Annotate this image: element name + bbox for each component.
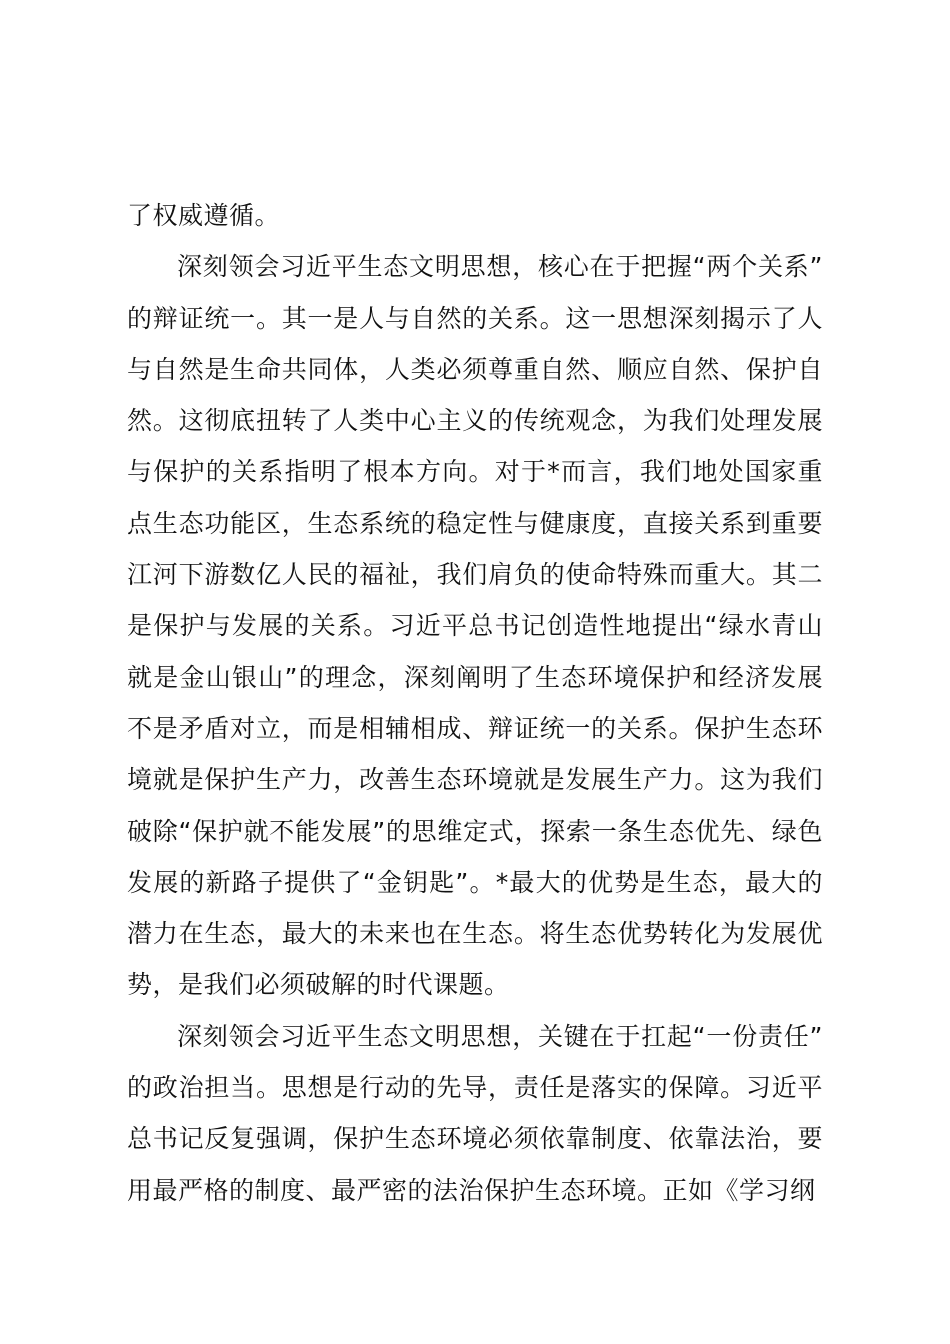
paragraph-responsibility: 深刻领会习近平生态文明思想，关键在于扛起“一份责任”的政治担当。思想是行动的先导，责任是落实的保障。习近平总书记反复强调，保护生态环境必须依靠制度、依靠法治，要用最严格的制度、最严密的法治保护生态环境。正如《学习纲 — [127, 1021, 823, 1205]
body-text — [127, 190, 823, 1216]
paragraph-continuation: 了权威遵循。 — [127, 201, 281, 230]
paragraph-two-relations: 深刻领会习近平生态文明思想，核心在于把握“两个关系”的辩证统一。其一是人与自然的关系。这一思想深刻揭示了人与自然是生命共同体，人类必须尊重自然、顺应自然、保护自然。这彻底扭转了人类中心主义的传统观念，为我们处理发展与保护的关系指明了根本方向。对于*而言，我们地处国家重点生态功能区，生态系统的稳定性与健康度，直接关系到重要江河下游数亿人民的福祉，我们肩负的使命特殊而重大。其二是保护与发展的关系。习近平总书记创造性地提出“绿水青山就是金山银山”的理念，深刻阐明了生态环境保护和经济发展不是矛盾对立，而是相辅相成、辩证统一的关系。保护生态环境就是保护生产力，改善生态环境就是发展生产力。这为我们破除“保护就不能发展”的思维定式，探索一条生态优先、绿色发展的新路子提供了“金钥匙”。*最大的优势是生态，最大的潜力在生态，最大的未来也在生态。将生态优势转化为发展优势，是我们必须破解的时代课题。 — [127, 252, 823, 1000]
